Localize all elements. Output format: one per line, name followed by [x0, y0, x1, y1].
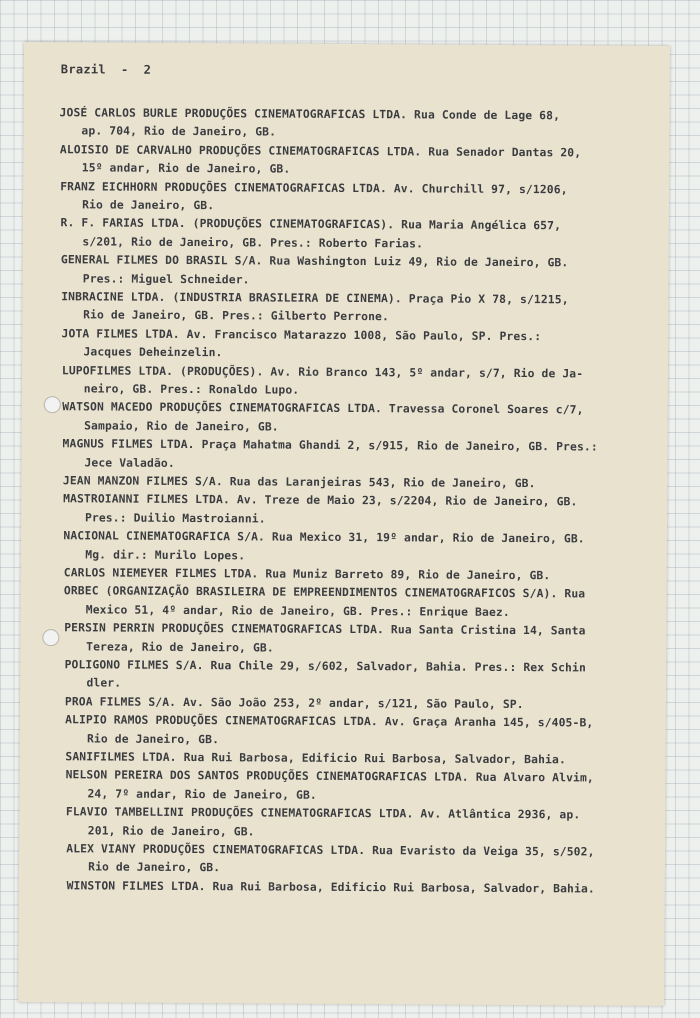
entry-line: PROA FILMES S/A. Av. São João 253, 2º andar, s/121, São Paulo, SP. — [64, 695, 524, 711]
entry-continuation-line: Rio de Janeiro, GB. Pres.: Gilberto Perrone. — [83, 308, 390, 324]
company-entry — [62, 362, 584, 402]
entry-line: MASTROIANNI FILMES LTDA. Av. Treze de Maio 23, s/2204, Rio de Janeiro, GB. — [63, 492, 578, 509]
entry-line: ALEX VIANY PRODUÇÕES CINEMATOGRAFICAS LTDA. Rua Evaristo da Veiga 35, s/502, — [66, 842, 595, 859]
entry-continuation-line: Rio de Janeiro, GB. — [82, 198, 215, 213]
entry-continuation-line: ap. 704, Rio de Janeiro, GB. — [81, 124, 277, 139]
company-entry — [65, 711, 594, 751]
typed-document-page — [18, 42, 670, 1006]
company-entry — [62, 435, 597, 475]
company-entry — [60, 178, 568, 218]
entry-line: FLAVIO TAMBELLINI PRODUÇÕES CINEMATOGRAFICAS LTDA. Av. Atlântica 2936, ap. — [65, 805, 581, 822]
company-entry — [61, 288, 569, 328]
entry-continuation-line: dler. — [86, 676, 122, 691]
entry-continuation-line: Rio de Janeiro, GB. — [86, 731, 220, 746]
entry-line: GENERAL FILMES DO BRASIL S/A. Rua Washington Luiz 49, Rio de Janeiro, GB. — [60, 253, 569, 270]
company-entry — [64, 583, 586, 623]
entry-continuation-line: Jece Valadão. — [84, 455, 175, 470]
entry-continuation-line: 15º andar, Rio de Janeiro, GB. — [81, 161, 291, 176]
entry-line: PERSIN PERRIN PRODUÇÕES CINEMATOGRAFICAS LTDA. Rua Santa Cristina 14, Santa — [64, 621, 586, 638]
entry-line: WINSTON FILMES LTDA. Rua Rui Barbosa, Edificio Rui Barbosa, Salvador, Bahia. — [66, 879, 595, 896]
entry-continuation-line: 201, Rio de Janeiro, GB. — [87, 823, 255, 839]
page-heading: Brazil - 2 — [60, 62, 152, 77]
company-entry — [66, 803, 581, 843]
company-entry — [67, 877, 595, 899]
company-entry — [65, 767, 594, 807]
entry-continuation-line: Tereza, Rio de Janeiro, GB. — [86, 639, 274, 655]
punch-hole — [44, 396, 61, 413]
company-entry — [59, 104, 560, 144]
company-entry — [66, 840, 595, 880]
company-entry — [60, 141, 582, 181]
entry-line: ALIPIO RAMOS PRODUÇÕES CINEMATOGRAFICAS LTDA. Av. Graça Aranha 145, s/405-B, — [65, 713, 594, 730]
entry-line: ALOISIO DE CARVALHO PRODUÇÕES CINEMATOGRAFICAS LTDA. Rua Senador Dantas 20, — [59, 143, 582, 160]
company-entry — [64, 656, 586, 696]
company-entry — [62, 399, 584, 439]
entry-continuation-line: neiro, GB. Pres.: Ronaldo Lupo. — [83, 382, 300, 397]
entry-continuation-line: Rio de Janeiro, GB. — [88, 860, 221, 875]
entry-line: JEAN MANZON FILMES S/A. Rua das Laranjeiras 543, Rio de Janeiro, GB. — [62, 474, 536, 491]
entry-continuation-line: Mexico 51, 4º andar, Rio de Janeiro, GB. Pres.: Enrique Baez. — [85, 603, 510, 619]
entry-line: POLIGONO FILMES S/A. Rua Chile 29, s/602, Salvador, Bahia. Pres.: Rex Schin — [64, 658, 586, 675]
entry-line: FRANZ EICHHORN PRODUÇÕES CINEMATOGRAFICAS LTDA. Av. Churchill 97, s/1206, — [60, 179, 568, 196]
entry-line: LUPOFILMES LTDA. (PRODUÇÕES). Av. Rio Branco 143, 5º andar, s/7, Rio de Ja- — [61, 363, 584, 381]
entry-line: JOTA FILMES LTDA. Av. Francisco Matarazzo 1008, São Paulo, SP. Pres.: — [61, 327, 542, 343]
punch-hole — [42, 629, 59, 646]
entry-line: CARLOS NIEMEYER FILMES LTDA. Rua Muniz Barreto 89, Rio de Janeiro, GB. — [63, 566, 551, 583]
entry-continuation-line: Sampaio, Rio de Janeiro, GB. — [84, 419, 279, 434]
entry-line: SANIFILMES LTDA. Rua Rui Barbosa, Edificio Rui Barbosa, Salvador, Bahia. — [65, 750, 566, 767]
company-entry — [63, 491, 578, 531]
entry-line: JOSÉ CARLOS BURLE PRODUÇÕES CINEMATOGRAFICAS LTDA. Rua Conde de Lage 68, — [59, 106, 561, 123]
company-entry — [61, 251, 569, 291]
entry-line: R. F. FARIAS LTDA. (PRODUÇÕES CINEMATOGRAFICAS). Rua Maria Angélica 657, — [60, 216, 562, 233]
entry-line: ORBEC (ORGANIZAÇÃO BRASILEIRA DE EMPREENDIMENTOS CINEMATOGRAFICOS S/A). Rua — [63, 584, 586, 601]
entry-continuation-line: Pres.: Duilio Mastroianni. — [84, 511, 266, 526]
entry-continuation-line: s/201, Rio de Janeiro, GB. Pres.: Roberto Farias. — [82, 235, 424, 251]
company-entry — [60, 215, 561, 255]
entry-continuation-line: 24, 7º andar, Rio de Janeiro, GB. — [87, 787, 317, 802]
company-entry — [63, 527, 585, 567]
company-list — [24, 104, 670, 896]
entry-line: NELSON PEREIRA DOS SANTOS PRODUÇÕES CINEMATOGRAFICAS LTDA. Rua Alvaro Alvim, — [65, 768, 594, 785]
entry-continuation-line: Jacques Deheinzelin. — [83, 345, 223, 360]
entry-line: INBRACINE LTDA. (INDUSTRIA BRASILEIRA DE CINEMA). Praça Pio X 78, s/1215, — [61, 290, 569, 307]
entry-line: WATSON MACEDO PRODUÇÕES CINEMATOGRAFICAS LTDA. Travessa Coronel Soares c/7, — [62, 400, 584, 417]
entry-line: NACIONAL CINEMATOGRAFICA S/A. Rua Mexico 31, 19º andar, Rio de Janeiro, GB. — [63, 529, 585, 546]
entry-continuation-line: Mg. dir.: Murilo Lopes. — [85, 547, 246, 562]
entry-line: MAGNUS FILMES LTDA. Praça Mahatma Ghandi 2, s/915, Rio de Janeiro, GB. Pres.: — [62, 437, 598, 454]
entry-continuation-line: Pres.: Miguel Schneider. — [82, 271, 250, 286]
company-entry — [64, 619, 586, 659]
company-entry — [61, 325, 541, 365]
